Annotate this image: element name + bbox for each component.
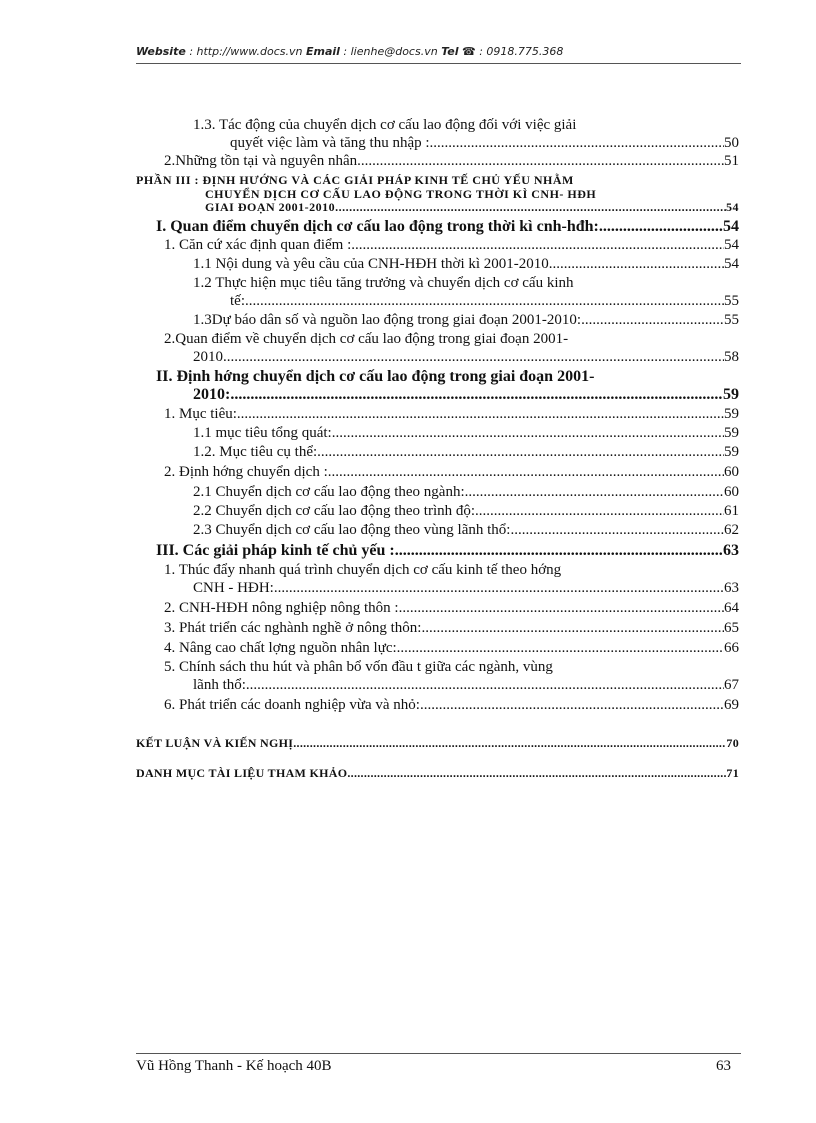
toc-section-1[interactable]: I. Quan điểm chuyển dịch cơ cấu lao động trong thời kì cnh-hđh: ..... 54 — [156, 218, 739, 236]
footer-author: Vũ Hồng Thanh - Kế hoạch 40B — [136, 1058, 332, 1074]
toc-section-1-1[interactable]: 1. Căn cứ xác định quan điểm : ..... 54 — [164, 237, 739, 254]
toc-section-3-4[interactable]: 4. Nâng cao chất lợng nguồn nhân lực: ..... 66 — [164, 640, 739, 657]
toc-section-3-1-line1: 1. Thúc đẩy nhanh quá trình chuyển dịch cơ cấu kinh tế theo hớng — [164, 562, 562, 578]
toc-section-3-6[interactable]: 6. Phát triển các doanh nghiệp vừa và nhỏ: ..... 69 — [164, 697, 739, 714]
toc-section-2[interactable]: 2010: ..... 59 — [193, 386, 739, 404]
part3-title-line1: PHẦN III : ĐỊNH HƯỚNG VÀ CÁC GIẢI PHÁP KINH TẾ CHỦ YẾU NHẰM — [136, 173, 574, 187]
toc-section-3-2[interactable]: 2. CNH-HĐH nông nghiệp nông thôn : ..... 64 — [164, 600, 739, 617]
toc-section-3-1[interactable]: CNH - HĐH: ..... 63 — [193, 580, 739, 597]
header-rule — [136, 63, 741, 64]
toc-section-3[interactable]: III. Các giải pháp kinh tế chủ yếu : ..... 63 — [156, 542, 739, 560]
toc-section-1-1-3[interactable]: 1.3Dự báo dân số và nguồn lao động trong giai đoạn 2001-2010: ..... 55 — [193, 312, 739, 329]
website-label: Website — [136, 45, 186, 58]
toc-section-2-2-2[interactable]: 2.2 Chuyển dịch cơ cấu lao động theo trình độ: ..... 61 — [193, 503, 739, 520]
toc-section-1-1-1[interactable]: 1.1 Nội dung và yêu cầu của CNH-HĐH thời kì 2001-2010 ..... 54 — [193, 256, 739, 273]
email-label: Email — [305, 45, 340, 58]
footer-page-number: 63 — [716, 1058, 731, 1074]
toc-entry-1-3-line1: 1.3. Tác động của chuyển dịch cơ cấu lao động đối với việc giải — [193, 117, 577, 133]
toc-section-2-1-1[interactable]: 1.1 mục tiêu tổng quát: ..... 59 — [193, 425, 739, 442]
toc-section-3-5[interactable]: lãnh thổ: ..... 67 — [193, 677, 739, 694]
toc-section-1-2[interactable]: 2010 ..... 58 — [193, 349, 739, 366]
toc-section-2-1-2[interactable]: 1.2. Mục tiêu cụ thể: ..... 59 — [193, 444, 739, 461]
toc-entry-2[interactable]: 2.Những tồn tại và nguyên nhân ..... 51 — [164, 153, 739, 170]
toc-references[interactable]: DANH MỤC TÀI LIỆU THAM KHẢO ..... 71 — [136, 766, 739, 781]
page-header — [136, 45, 741, 58]
toc-section-2-line1: II. Định hớng chuyển dịch cơ cấu lao động trong giai đoạn 2001- — [156, 368, 595, 385]
toc-section-3-3[interactable]: 3. Phát triển các nghành nghề ở nông thôn: ..... 65 — [164, 620, 739, 637]
toc-section-2-2-1[interactable]: 2.1 Chuyển dịch cơ cấu lao động theo ngành: ..... 60 — [193, 484, 739, 501]
toc-section-1-1-2[interactable]: tế: ..... 55 — [230, 293, 739, 310]
phone-icon: ☎ — [462, 45, 476, 58]
part3-title-line2: CHUYỂN DỊCH CƠ CẤU LAO ĐỘNG TRONG THỜI KÌ CNH- HĐH — [205, 187, 597, 201]
toc-section-2-2-3[interactable]: 2.3 Chuyển dịch cơ cấu lao động theo vùng lãnh thổ: ..... 62 — [193, 522, 739, 539]
toc-section-2-1[interactable]: 1. Mục tiêu: ..... 59 — [164, 406, 739, 423]
toc-section-1-2-line1: 2.Quan điểm về chuyển dịch cơ cấu lao động trong giai đoạn 2001- — [164, 331, 569, 347]
toc-section-3-5-line1: 5. Chính sách thu hút và phân bổ vốn đầu t giữa các ngành, vùng — [164, 659, 553, 675]
tel-label: Tel — [441, 45, 459, 58]
toc-entry-1-3[interactable]: quyết việc làm và tăng thu nhập : ..... 50 — [230, 135, 739, 152]
toc-conclusion[interactable]: KẾT LUẬN VÀ KIẾN NGHỊ ..... 70 — [136, 736, 739, 751]
email-link[interactable]: : lienhe@docs.vn — [343, 45, 438, 58]
website-link[interactable]: : http://www.docs.vn — [189, 45, 303, 58]
toc-section-2-2[interactable]: 2. Định hớng chuyển dịch : ..... 60 — [164, 464, 739, 481]
footer-rule — [136, 1053, 741, 1054]
toc-section-1-1-2-line1: 1.2 Thực hiện mục tiêu tăng trưởng và chuyển dịch cơ cấu kinh — [193, 275, 574, 291]
toc-part3[interactable]: GIAI ĐOẠN 2001-2010 ..... 54 — [205, 200, 739, 215]
tel-value: : 0918.775.368 — [479, 45, 564, 58]
